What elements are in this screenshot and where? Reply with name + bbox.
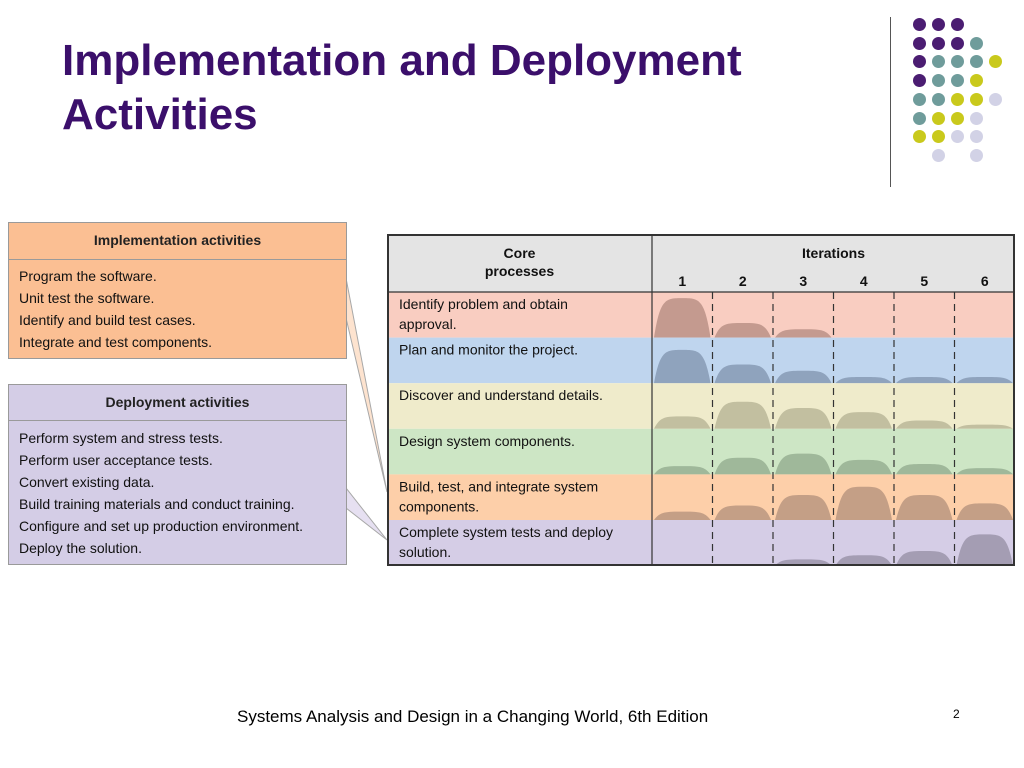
process-label: Discover and understand details. bbox=[399, 387, 603, 404]
deployment-item: Configure and set up production environment. bbox=[19, 518, 304, 534]
deployment-item: Perform system and stress tests. bbox=[19, 430, 223, 446]
iterations-header: Iterations bbox=[801, 245, 866, 261]
implementation-item: Integrate and test components. bbox=[19, 334, 213, 350]
implementation-activities-box bbox=[8, 222, 347, 359]
slide-title-line1: Implementation and Deployment bbox=[62, 36, 742, 85]
process-label: Build, test, and integrate system bbox=[399, 478, 599, 495]
implementation-item: Identify and build test cases. bbox=[19, 312, 196, 328]
footer-text: Systems Analysis and Design in a Changing World, 6th Edition bbox=[237, 707, 709, 726]
implementation-item: Program the software. bbox=[19, 268, 157, 284]
implementation-connector bbox=[346, 278, 387, 492]
deployment-item: Deploy the solution. bbox=[19, 540, 142, 556]
process-label: components. bbox=[399, 498, 480, 515]
iteration-number: 3 bbox=[799, 273, 808, 289]
implementation-header: Implementation activities bbox=[9, 223, 346, 260]
process-label: Design system components. bbox=[399, 432, 575, 449]
deployment-item: Convert existing data. bbox=[19, 474, 155, 490]
process-label: Complete system tests and deploy bbox=[399, 524, 613, 540]
iteration-number: 6 bbox=[980, 273, 989, 289]
deployment-item: Build training materials and conduct training. bbox=[19, 496, 295, 512]
slide-title-line2: Activities bbox=[62, 90, 258, 139]
process-label: solution. bbox=[399, 544, 452, 560]
implementation-item: Unit test the software. bbox=[19, 290, 155, 306]
deployment-header: Deployment activities bbox=[9, 385, 346, 421]
iteration-number: 4 bbox=[859, 273, 868, 289]
deployment-connector bbox=[346, 488, 387, 540]
process-label: approval. bbox=[399, 316, 457, 332]
core-header: processes bbox=[484, 263, 555, 279]
deployment-list bbox=[9, 421, 346, 559]
process-label: Plan and monitor the project. bbox=[399, 341, 578, 358]
deployment-activities-box bbox=[8, 384, 347, 565]
page-number: 2 bbox=[953, 707, 960, 721]
iteration-matrix bbox=[387, 234, 1015, 566]
iteration-number: 5 bbox=[920, 273, 929, 289]
core-header: Core bbox=[503, 245, 536, 261]
iteration-number: 2 bbox=[738, 273, 747, 289]
deployment-item: Perform user acceptance tests. bbox=[19, 452, 213, 468]
process-label: Identify problem and obtain bbox=[399, 296, 568, 312]
iteration-number: 1 bbox=[678, 273, 687, 289]
implementation-list bbox=[9, 260, 346, 353]
